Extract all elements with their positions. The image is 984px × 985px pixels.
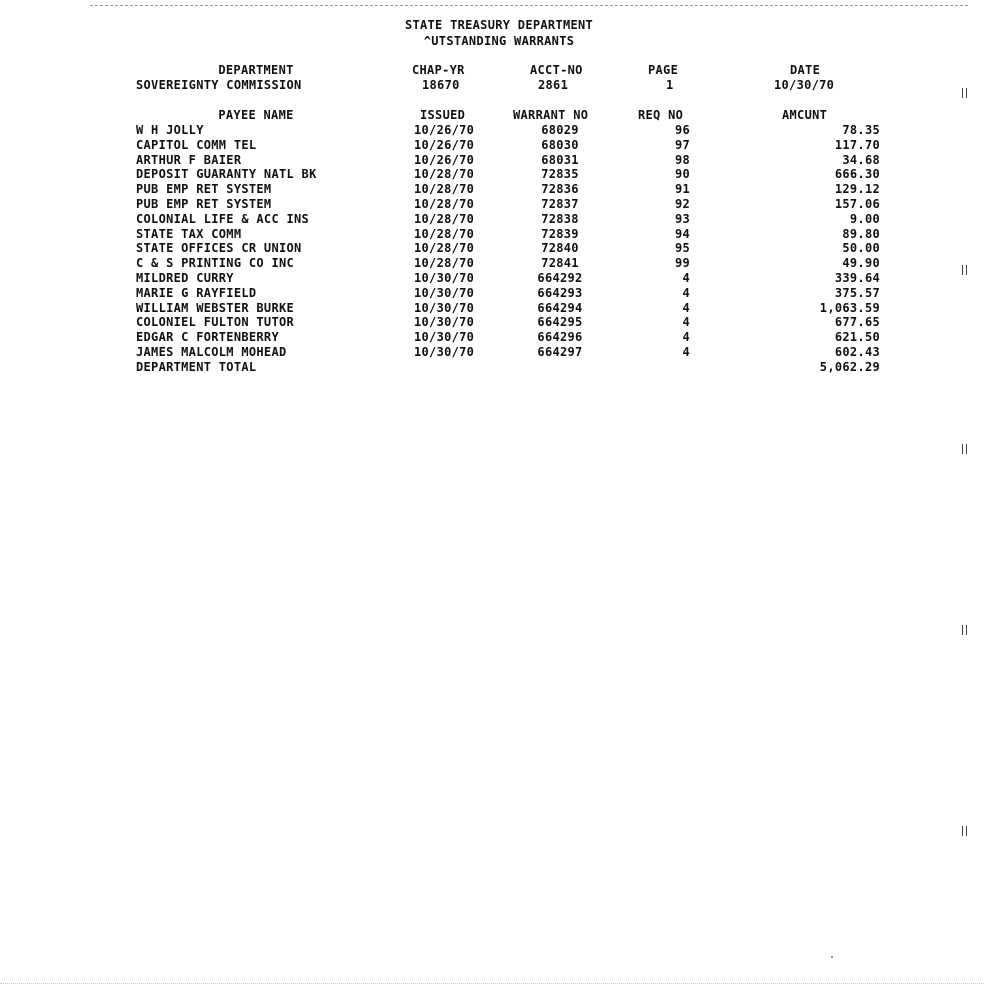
warrant-cell: 664295 — [537, 315, 583, 330]
report-subtitle: ^UTSTANDING WARRANTS — [423, 34, 575, 48]
department-value: SOVEREIGNTY COMMISSION — [136, 78, 302, 92]
issued-cell: 10/30/70 — [414, 344, 475, 359]
req-cell: 4 — [682, 270, 690, 285]
table-row — [0, 271, 984, 286]
table-row — [0, 330, 984, 345]
payee-cell: PUB EMP RET SYSTEM — [136, 196, 272, 211]
date-value: 10/30/70 — [774, 78, 835, 92]
table-row — [0, 212, 984, 227]
table-row — [0, 256, 984, 271]
payee-cell: DEPOSIT GUARANTY NATL BK — [136, 167, 317, 182]
amount-cell: 117.70 — [834, 137, 880, 152]
req-cell: 97 — [674, 137, 690, 152]
amount-cell: 50.00 — [842, 241, 880, 256]
column-header-warrant: WARRANT NO — [513, 108, 589, 122]
warrant-cell: 72840 — [541, 241, 579, 256]
warrant-cell: 664297 — [537, 344, 583, 359]
top-perforation-rule — [90, 5, 968, 6]
payee-cell: CAPITOL COMM TEL — [136, 137, 257, 152]
warrant-cell: 664293 — [537, 285, 583, 300]
payee-cell: STATE TAX COMM — [136, 226, 242, 241]
table-row — [0, 138, 984, 153]
issued-cell: 10/26/70 — [414, 152, 475, 167]
column-header-amount: AMCUNT — [782, 108, 828, 122]
payee-cell: W H JOLLY — [136, 123, 204, 137]
punch-mark — [962, 826, 967, 836]
amount-cell: 602.43 — [834, 344, 880, 359]
amount-cell: 621.50 — [834, 330, 880, 345]
warrant-cell: 68029 — [541, 123, 579, 137]
warrant-cell: 72841 — [541, 256, 579, 271]
warrant-cell: 664292 — [537, 270, 583, 285]
payee-cell: WILLIAM WEBSTER BURKE — [136, 300, 295, 315]
warrant-cell: 72837 — [541, 196, 579, 211]
page-label: PAGE — [648, 63, 679, 77]
req-cell: 96 — [674, 123, 690, 137]
issued-cell: 10/26/70 — [414, 137, 475, 152]
req-cell: 98 — [674, 152, 690, 167]
department-total-amount: 5,062.29 — [819, 359, 880, 374]
payee-cell: EDGAR C FORTENBERRY — [136, 330, 279, 345]
table-row — [0, 315, 984, 330]
req-cell: 91 — [674, 182, 690, 197]
warrant-table — [0, 123, 984, 375]
warrant-cell: 72836 — [541, 182, 579, 197]
issued-cell: 10/28/70 — [414, 226, 475, 241]
issued-cell: 10/30/70 — [414, 270, 475, 285]
payee-cell: COLONIEL FULTON TUTOR — [136, 315, 295, 330]
payee-cell: MARIE G RAYFIELD — [136, 285, 257, 300]
issued-cell: 10/28/70 — [414, 167, 475, 182]
report-title: STATE TREASURY DEPARTMENT — [404, 18, 594, 32]
warrant-cell: 68030 — [541, 137, 579, 152]
table-row — [0, 241, 984, 256]
chap-yr-label: CHAP-YR — [412, 63, 465, 77]
issued-cell: 10/28/70 — [414, 256, 475, 271]
issued-cell: 10/28/70 — [414, 182, 475, 197]
req-cell: 92 — [674, 196, 690, 211]
punch-mark — [962, 444, 967, 454]
payee-cell: STATE OFFICES CR UNION — [136, 241, 302, 256]
issued-cell: 10/28/70 — [414, 196, 475, 211]
amount-cell: 375.57 — [834, 285, 880, 300]
department-total-label: DEPARTMENT TOTAL — [136, 359, 257, 374]
column-header-payee: PAYEE NAME — [218, 108, 294, 122]
amount-cell: 49.90 — [842, 256, 880, 271]
acct-no-value: 2861 — [538, 78, 569, 92]
payee-cell: PUB EMP RET SYSTEM — [136, 182, 272, 197]
table-row — [0, 167, 984, 182]
amount-cell: 157.06 — [834, 196, 880, 211]
payee-cell: ARTHUR F BAIER — [136, 152, 242, 167]
req-cell: 4 — [682, 344, 690, 359]
amount-cell: 666.30 — [834, 167, 880, 182]
punch-mark — [962, 88, 967, 98]
bottom-perforation-rule — [0, 983, 984, 984]
column-header-issued: ISSUED — [420, 108, 466, 122]
payee-cell: MILDRED CURRY — [136, 270, 234, 285]
issued-cell: 10/30/70 — [414, 330, 475, 345]
date-label: DATE — [790, 63, 821, 77]
table-row — [0, 227, 984, 242]
req-cell: 4 — [682, 330, 690, 345]
amount-cell: 89.80 — [842, 226, 880, 241]
req-cell: 93 — [674, 211, 690, 226]
amount-cell: 129.12 — [834, 182, 880, 197]
warrant-cell: 68031 — [541, 152, 579, 167]
req-cell: 95 — [674, 241, 690, 256]
table-row — [0, 197, 984, 212]
issued-cell: 10/30/70 — [414, 315, 475, 330]
amount-cell: 9.00 — [849, 211, 880, 226]
issued-cell: 10/28/70 — [414, 241, 475, 256]
acct-no-label: ACCT-NO — [530, 63, 583, 77]
warrant-cell: 72839 — [541, 226, 579, 241]
department-total-row — [0, 360, 984, 375]
chap-yr-value: 18670 — [422, 78, 460, 92]
issued-cell: 10/28/70 — [414, 211, 475, 226]
warrant-cell: 664296 — [537, 330, 583, 345]
department-label: DEPARTMENT — [218, 63, 294, 77]
req-cell: 4 — [682, 300, 690, 315]
issued-cell: 10/30/70 — [414, 300, 475, 315]
req-cell: 4 — [682, 285, 690, 300]
amount-cell: 339.64 — [834, 270, 880, 285]
amount-cell: 1,063.59 — [819, 300, 880, 315]
amount-cell: 677.65 — [834, 315, 880, 330]
req-cell: 94 — [674, 226, 690, 241]
req-cell: 4 — [682, 315, 690, 330]
amount-cell: 34.68 — [842, 152, 880, 167]
table-row — [0, 286, 984, 301]
payee-cell: C & S PRINTING CO INC — [136, 256, 295, 271]
table-row — [0, 301, 984, 316]
speck — [831, 956, 833, 958]
payee-cell: JAMES MALCOLM MOHEAD — [136, 344, 287, 359]
page-value: 1 — [666, 78, 674, 92]
issued-cell: 10/30/70 — [414, 285, 475, 300]
req-cell: 99 — [674, 256, 690, 271]
warrant-cell: 664294 — [537, 300, 583, 315]
column-header-req: REQ NO — [638, 108, 684, 122]
table-row — [0, 182, 984, 197]
payee-cell: COLONIAL LIFE & ACC INS — [136, 211, 310, 226]
req-cell: 90 — [674, 167, 690, 182]
punch-mark — [962, 265, 967, 275]
warrant-cell: 72838 — [541, 211, 579, 226]
issued-cell: 10/26/70 — [414, 123, 475, 137]
table-row — [0, 345, 984, 360]
table-row — [0, 123, 984, 138]
table-row — [0, 153, 984, 168]
warrant-cell: 72835 — [541, 167, 579, 182]
punch-mark — [962, 625, 967, 635]
amount-cell: 78.35 — [842, 123, 880, 137]
